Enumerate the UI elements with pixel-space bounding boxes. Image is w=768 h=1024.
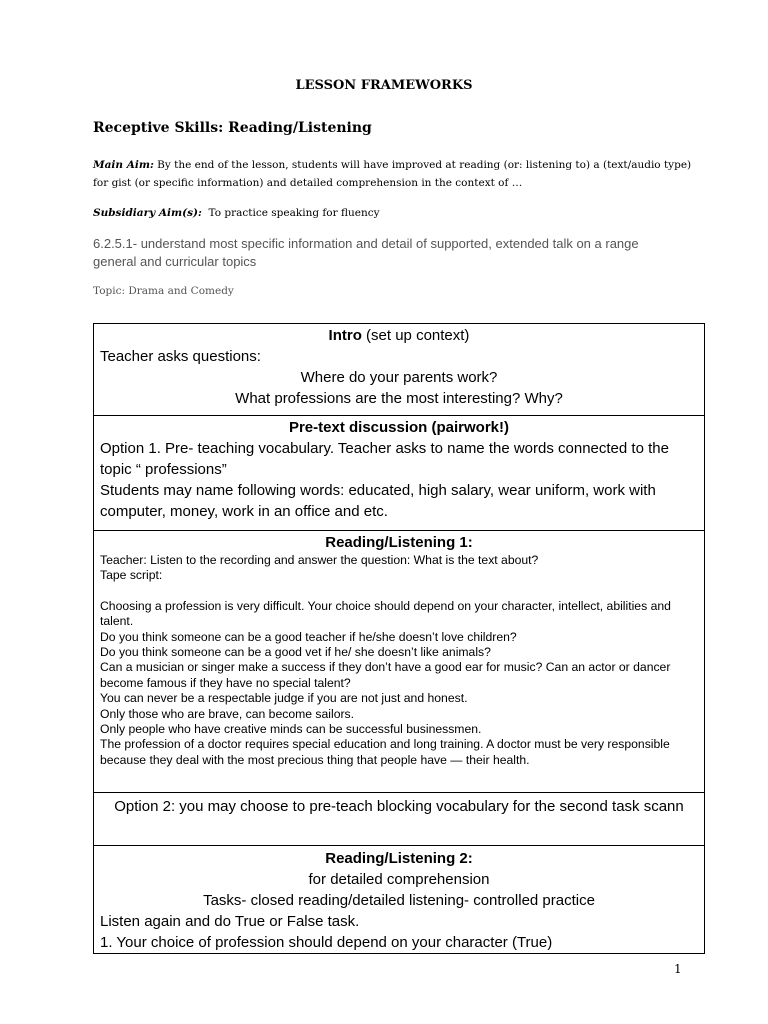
main-aim	[93, 156, 693, 192]
intro-question-1: Where do your parents work?	[300, 369, 498, 386]
option-2-text: Option 2: you may choose to pre-teach blocking vocabulary for the second task scann	[114, 798, 684, 815]
intro-heading-note: (set up context)	[361, 327, 470, 344]
intro-question-2: What professions are the most interesting? Why?	[235, 390, 563, 407]
tape-script-line: Can a musician or singer make a success if they don’t have a good ear for music? Can an actor or dancer become famous if they have no special talent?	[100, 660, 671, 690]
subsidiary-aim-text: To practice speaking for fluency	[201, 207, 380, 219]
tape-script-label: Tape script:	[100, 568, 163, 583]
pretext-option-1: Option 1. Pre- teaching vocabulary. Teacher asks to name the words connected to the topic “ professions”	[100, 440, 669, 478]
option-2-cell	[94, 793, 704, 846]
pretext-heading: Pre-text discussion (pairwork!)	[288, 419, 510, 436]
tape-script-line: The profession of a doctor requires special education and long training. A doctor must be very responsible because they deal with the most precious thing that people have — their health.	[100, 737, 670, 767]
lesson-framework-table	[93, 323, 705, 954]
tape-script-line: You can never be a respectable judge if you are not just and honest.	[100, 691, 468, 706]
reading-1-instruction: Teacher: Listen to the recording and answer the question: What is the text about?	[100, 553, 539, 567]
reading-2-subheading: for detailed comprehension	[308, 871, 490, 888]
main-aim-label: Main Aim:	[93, 159, 154, 171]
reading-2-item: 1. Your choice of profession should depend on your character (True)	[100, 934, 553, 951]
reading-2-tasks: Tasks- closed reading/detailed listening- controlled practice	[203, 892, 595, 909]
intro-heading	[100, 325, 698, 346]
document-title: LESSON FRAMEWORKS	[295, 78, 473, 93]
topic-line: Topic: Drama and Comedy	[93, 285, 234, 297]
tape-script-line: Only those who are brave, can become sailors.	[100, 706, 355, 721]
reading-1-heading: Reading/Listening 1:	[325, 534, 473, 551]
pretext-cell	[94, 416, 704, 531]
tape-script-line: Only people who have creative minds can be successful businessmen.	[100, 722, 482, 737]
reading-1-cell	[94, 531, 704, 793]
reading-2-cell	[94, 846, 704, 953]
tape-script-line: Do you think someone can be a good teacher if he/she doesn’t love children?	[100, 629, 517, 644]
tape-script-line: Do you think someone can be a good vet if he/ she doesn’t like animals?	[100, 645, 491, 660]
pretext-students: Students may name following words: educated, high salary, wear uniform, work with computer, money, work in an office and etc.	[100, 482, 656, 520]
subsidiary-aim-label: Subsidiary Aim(s):	[93, 207, 202, 219]
page-number: 1	[674, 962, 682, 976]
section-heading: Receptive Skills: Reading/Listening	[93, 120, 372, 136]
subsidiary-aim	[93, 205, 380, 221]
learning-objective: 6.2.5.1- understand most specific information and detail of supported, extended talk on a range general and curricular topics	[93, 236, 639, 269]
main-aim-text: By the end of the lesson, students will have improved at reading (or: listening to) a (text/audio type) for gist (or specific information) and detailed comprehension in the context of …	[93, 159, 692, 189]
tape-script-line: Choosing a profession is very difficult. Your choice should depend on your character, intellect, abilities and talent.	[100, 598, 671, 629]
intro-cell	[94, 324, 704, 416]
intro-heading-label: Intro	[328, 327, 362, 344]
reading-2-heading: Reading/Listening 2:	[325, 850, 473, 867]
intro-line: Teacher asks questions:	[100, 348, 261, 365]
reading-2-instruction: Listen again and do True or False task.	[100, 913, 360, 930]
